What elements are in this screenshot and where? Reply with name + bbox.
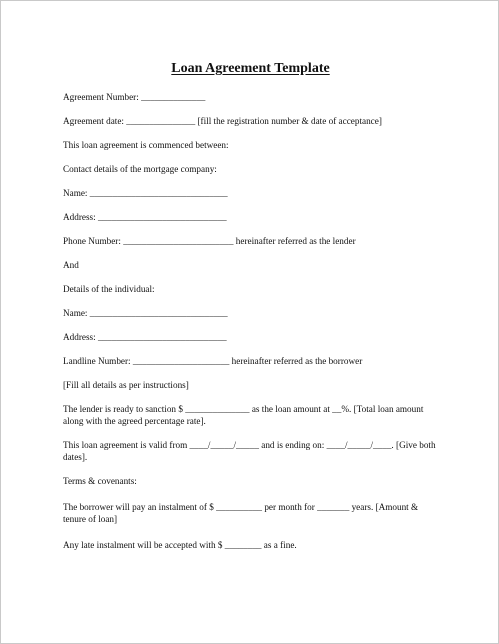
- instalment-paragraph: The borrower will pay an instalment of $ __________ per month for _______ years. [Amount & tenure of loan]: [63, 502, 419, 524]
- borrower-address-line: Address: ____________________________: [63, 332, 227, 342]
- late-fine-line: Any late instalment will be accepted with $ ________ as a fine.: [63, 540, 297, 550]
- terms-heading: Terms & covenants:: [63, 476, 137, 486]
- validity-paragraph: This loan agreement is valid from ____/_____/_____ and is ending on: ____/_____/____. [Give both dates].: [63, 440, 436, 462]
- agreement-date-line: Agreement date: _______________ [fill the registration number & date of acceptance]: [63, 116, 382, 126]
- individual-heading: Details of the individual:: [63, 284, 155, 294]
- and-line: And: [63, 260, 79, 270]
- agreement-number-line: Agreement Number: ______________: [63, 92, 206, 102]
- loan-amount-paragraph: The lender is ready to sanction $ ______________ as the loan amount at __%. [Total loan amount along with the agreed percentage rate].: [63, 404, 424, 426]
- borrower-landline-line: Landline Number: _____________________ hereinafter referred as the borrower: [63, 356, 363, 366]
- commenced-between-line: This loan agreement is commenced between:: [63, 140, 229, 150]
- document-title: Loan Agreement Template: [171, 61, 330, 76]
- fill-instructions-line: [Fill all details as per instructions]: [63, 380, 189, 390]
- mortgage-company-heading: Contact details of the mortgage company:: [63, 164, 217, 174]
- lender-phone-line: Phone Number: ________________________ hereinafter referred as the lender: [63, 236, 356, 246]
- borrower-name-line: Name: ______________________________: [63, 308, 228, 318]
- lender-address-line: Address: ____________________________: [63, 212, 227, 222]
- lender-name-line: Name: ______________________________: [63, 188, 228, 198]
